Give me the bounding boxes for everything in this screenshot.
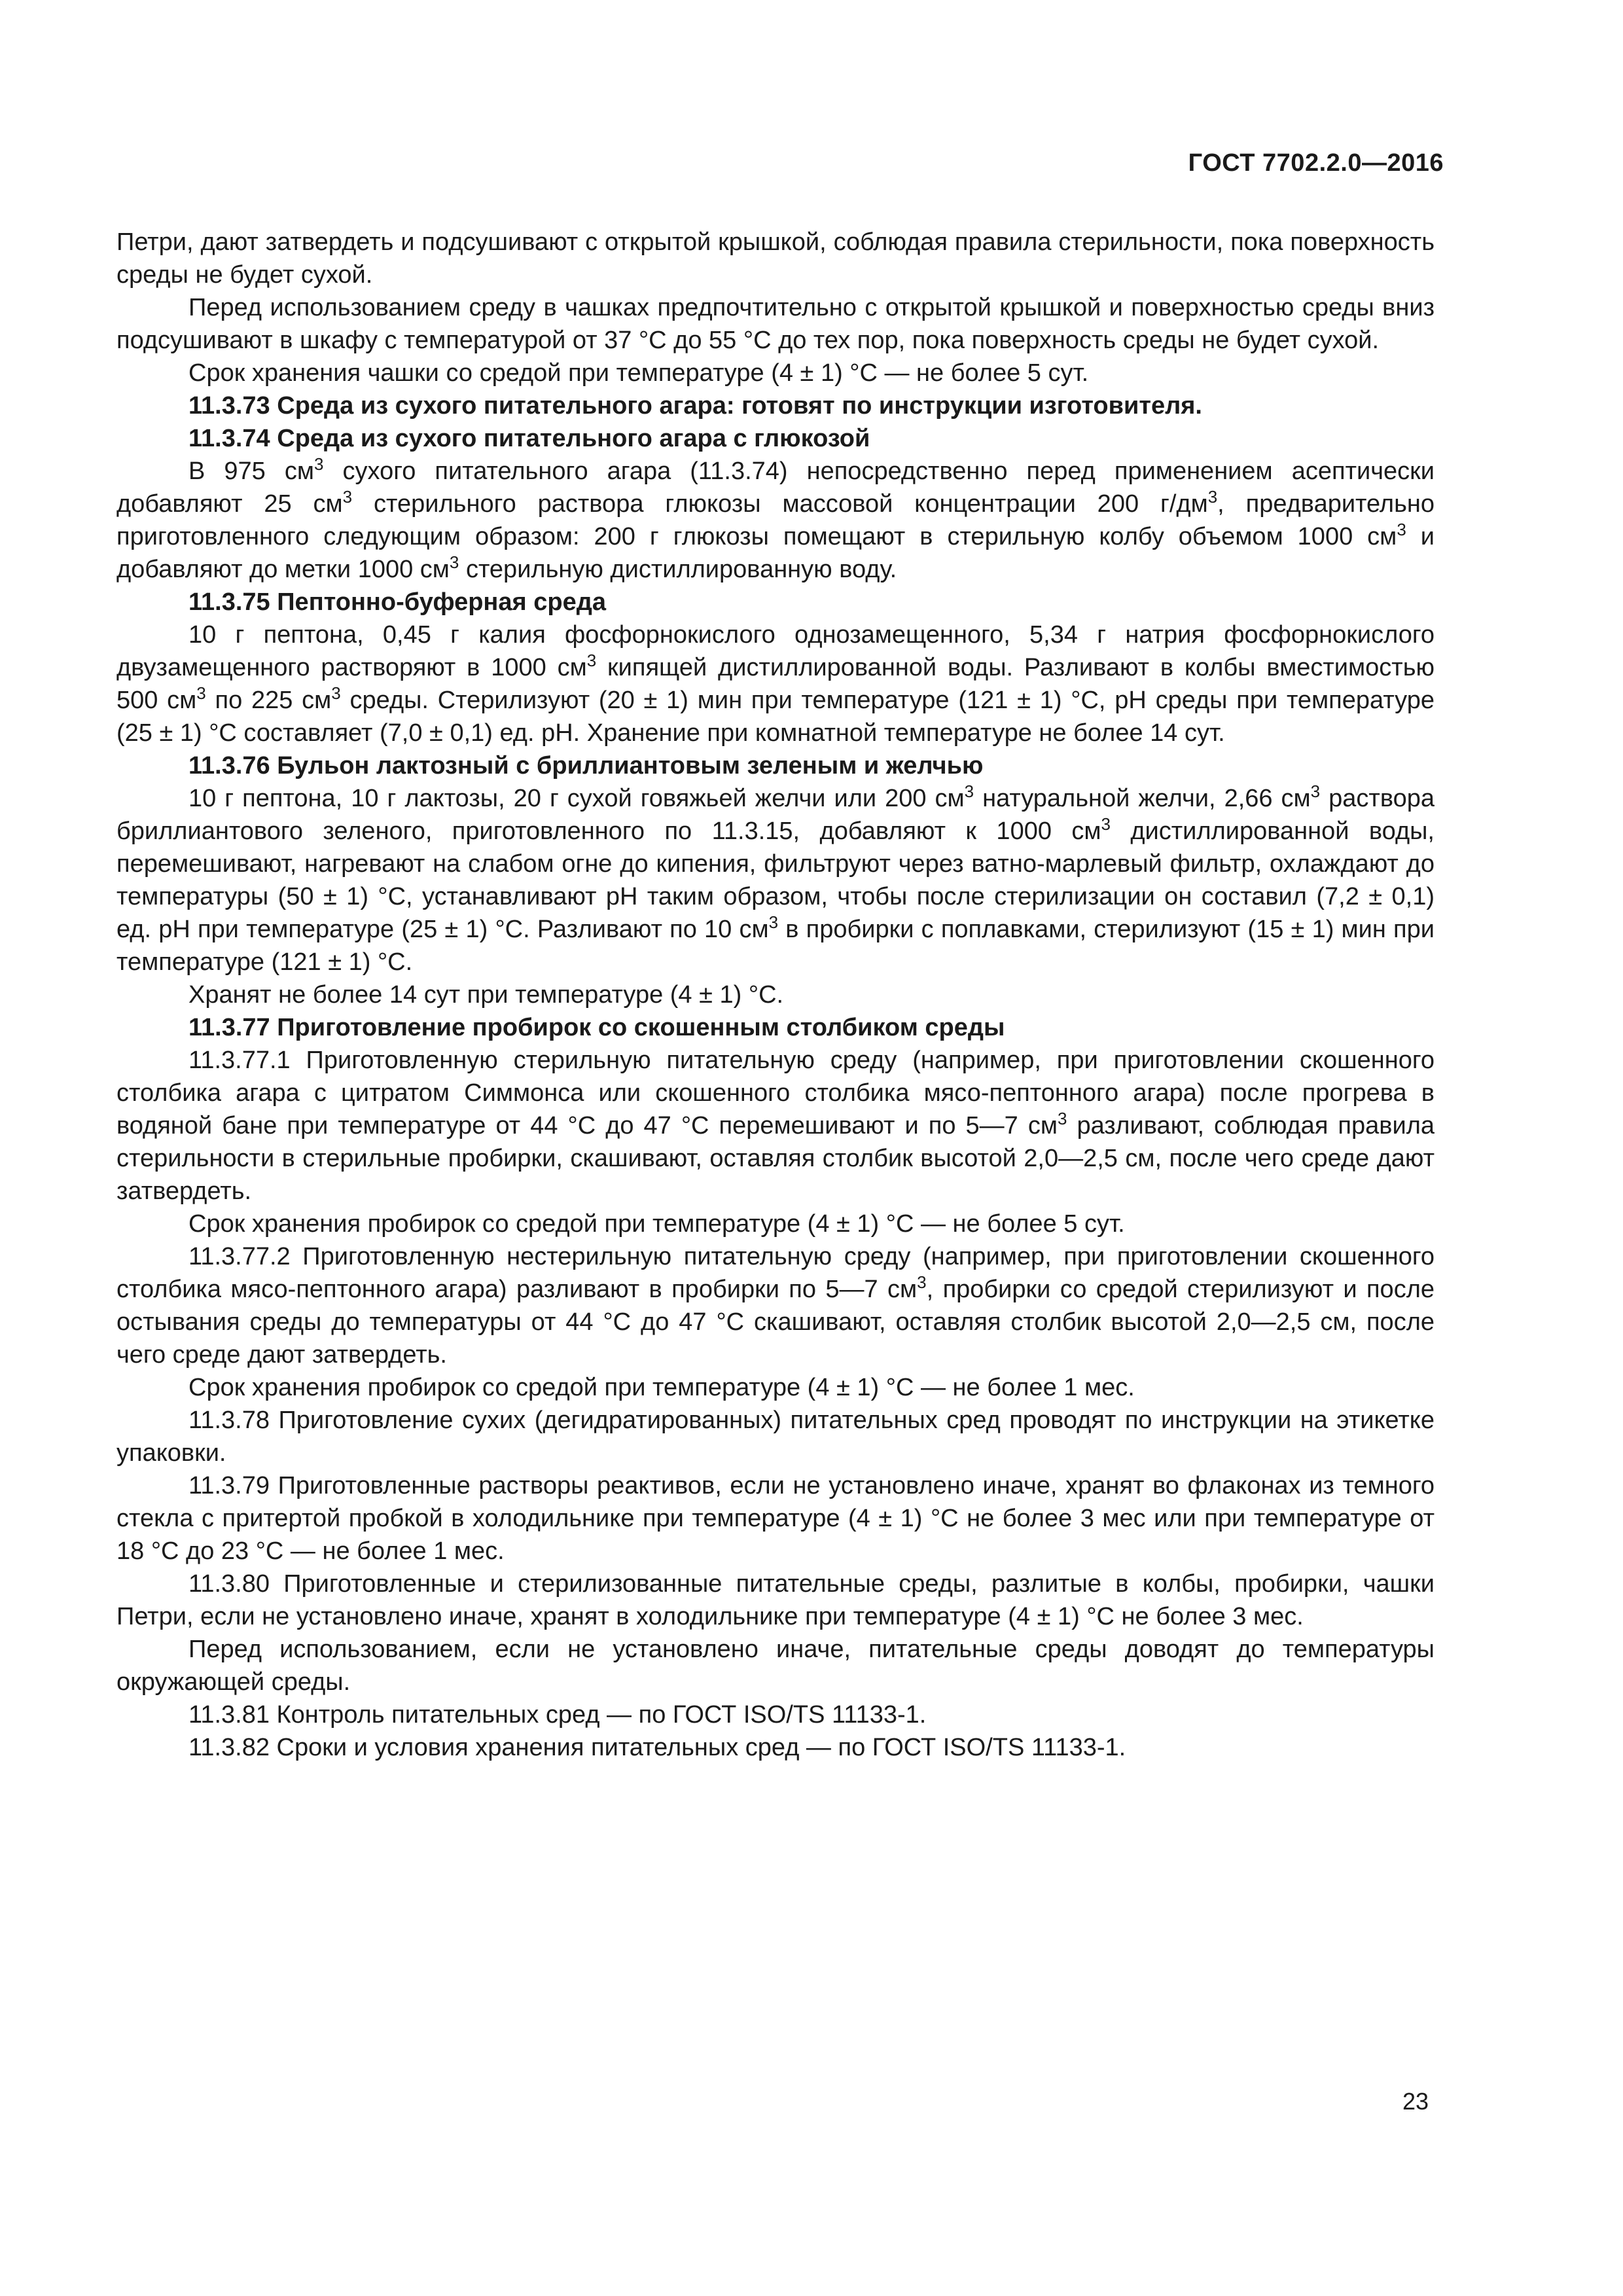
- document-body: [116, 226, 1435, 1764]
- section-heading: 11.3.76 Бульон лактозный с бриллиантовым зеленым и желчью: [188, 752, 984, 780]
- paragraph: В 975 $см^3$ сухого питательного агара (11.3.74) непосредственно перед применением асептически добавляют 25 $см^3$ стерильного раствора глюкозы массовой концентрации 200 $г/дм^3$, предварительно приготовленного следующим образом: 200 г глюкозы помещают в стерильную колбу объемом 1000 $см^3$ и добавляют до метки 1000 $см^3$ стерильную дистиллированную воду.: [116, 454, 1435, 583]
- paragraph: 10 г пептона, 0,45 г калия фосфорнокислого однозамещенного, 5,34 г натрия фосфорнокислого двузамещенного растворяют в 1000 $см^3$ кипящей дистиллированной воды. Разливают в колбы вместимостью 500 $см^3$ по 225 $см^3$ среды. Стерилизуют (20 ± 1) мин при температуре (121 ± 1) °С, pH среды при температуре (25 ± 1) °С составляет (7,0 ± 0,1) ед. pH. Хранение при комнатной температуре не более 14 сут.: [116, 621, 1435, 747]
- paragraph: Перед использованием среду в чашках предпочтительно с открытой крышкой и поверхностью среды вниз подсушивают в шкафу с температурой от 37 °С до 55 °С до тех пор, пока поверхность среды не будет сухой.: [116, 294, 1435, 354]
- document-header: ГОСТ 7702.2.0—2016: [1188, 149, 1444, 177]
- paragraph: Срок хранения чашки со средой при температуре (4 ± 1) °С — не более 5 сут.: [188, 359, 1089, 387]
- paragraph: 11.3.78 Приготовление сухих (дегидратированных) питательных сред проводят по инструкции на этикетке упаковки.: [116, 1407, 1435, 1467]
- paragraph: 11.3.80 Приготовленные и стерилизованные питательные среды, разлитые в колбы, пробирки, чашки Петри, если не установлено иначе, хранят в холодильнике при температуре (4 ± 1) °С не более 3 мес.: [116, 1570, 1435, 1630]
- paragraph: 11.3.79 Приготовленные растворы реактивов, если не установлено иначе, хранят во флаконах из темного стекла с притертой пробкой в холодильнике при температуре (4 ± 1) °С не более 3 мес или при температуре от 18 °С до 23 °С — не более 1 мес.: [116, 1472, 1435, 1565]
- paragraph: 11.3.77.2 Приготовленную нестерильную питательную среду (например, при приготовлении скошенного столбика мясо-пептонного агара) разливают в пробирки по 5—7 $см^3$, пробирки со средой стерилизуют и после остывания среды до температуры от 44 °С до 47 °С скашивают, оставляя столбик высотой 2,0—2,5 см, после чего среде дают затвердеть.: [116, 1243, 1435, 1369]
- paragraph: Срок хранения пробирок со средой при температуре (4 ± 1) °С — не более 1 мес.: [188, 1374, 1135, 1401]
- section-heading: 11.3.75 Пептонно-буферная среда: [188, 588, 606, 616]
- paragraph: Срок хранения пробирок со средой при температуре (4 ± 1) °С — не более 5 сут.: [188, 1210, 1125, 1238]
- page-number: 23: [1402, 2088, 1429, 2115]
- paragraph: Петри, дают затвердеть и подсушивают с открытой крышкой, соблюдая правила стерильности, пока поверхность среды не будет сухой.: [116, 228, 1435, 289]
- paragraph: 11.3.82 Сроки и условия хранения питательных сред — по ГОСТ ISO/TS 11133-1.: [188, 1734, 1126, 1761]
- paragraph: 10 г пептона, 10 г лактозы, 20 г сухой говяжьей желчи или 200 $см^3$ натуральной желчи, 2,66 $см^3$ раствора бриллиантового зеленого, приготовленного по 11.3.15, добавляют к 1000 $см^3$ дистиллированной воды, перемешивают, нагревают на слабом огне до кипения, фильтруют через ватно-марлевый фильтр, охлаждают до температуры (50 ± 1) °С, устанавливают pH таким образом, чтобы после стерилизации он составил (7,2 ± 0,1) ед. pH при температуре (25 ± 1) °С. Разливают по 10 $см^3$ в пробирки с поплавками, стерилизуют (15 ± 1) мин при температуре (121 ± 1) °С.: [116, 781, 1435, 976]
- section-heading: 11.3.77 Приготовление пробирок со скошенным столбиком среды: [188, 1014, 1005, 1041]
- section-heading: 11.3.74 Среда из сухого питательного агара с глюкозой: [188, 425, 870, 452]
- paragraph: Хранят не более 14 сут при температуре (4 ± 1) °С.: [188, 981, 784, 1009]
- paragraph: Перед использованием, если не установлено иначе, питательные среды доводят до температуры окружающей среды.: [116, 1636, 1435, 1696]
- paragraph: 11.3.77.1 Приготовленную стерильную питательную среду (например, при приготовлении скошенного столбика агара с цитратом Симмонса или скошенного столбика мясо-пептонного агара) после прогрева в водяной бане при температуре от 44 °С до 47 °С перемешивают и по 5—7 $см^3$ разливают, соблюдая правила стерильности в стерильные пробирки, скашивают, оставляя столбик высотой 2,0—2,5 см, после чего среде дают затвердеть.: [116, 1047, 1435, 1205]
- section-heading: 11.3.73 Среда из сухого питательного агара: готовят по инструкции изготовителя.: [188, 392, 1202, 420]
- paragraph: 11.3.81 Контроль питательных сред — по ГОСТ ISO/TS 11133-1.: [188, 1701, 927, 1729]
